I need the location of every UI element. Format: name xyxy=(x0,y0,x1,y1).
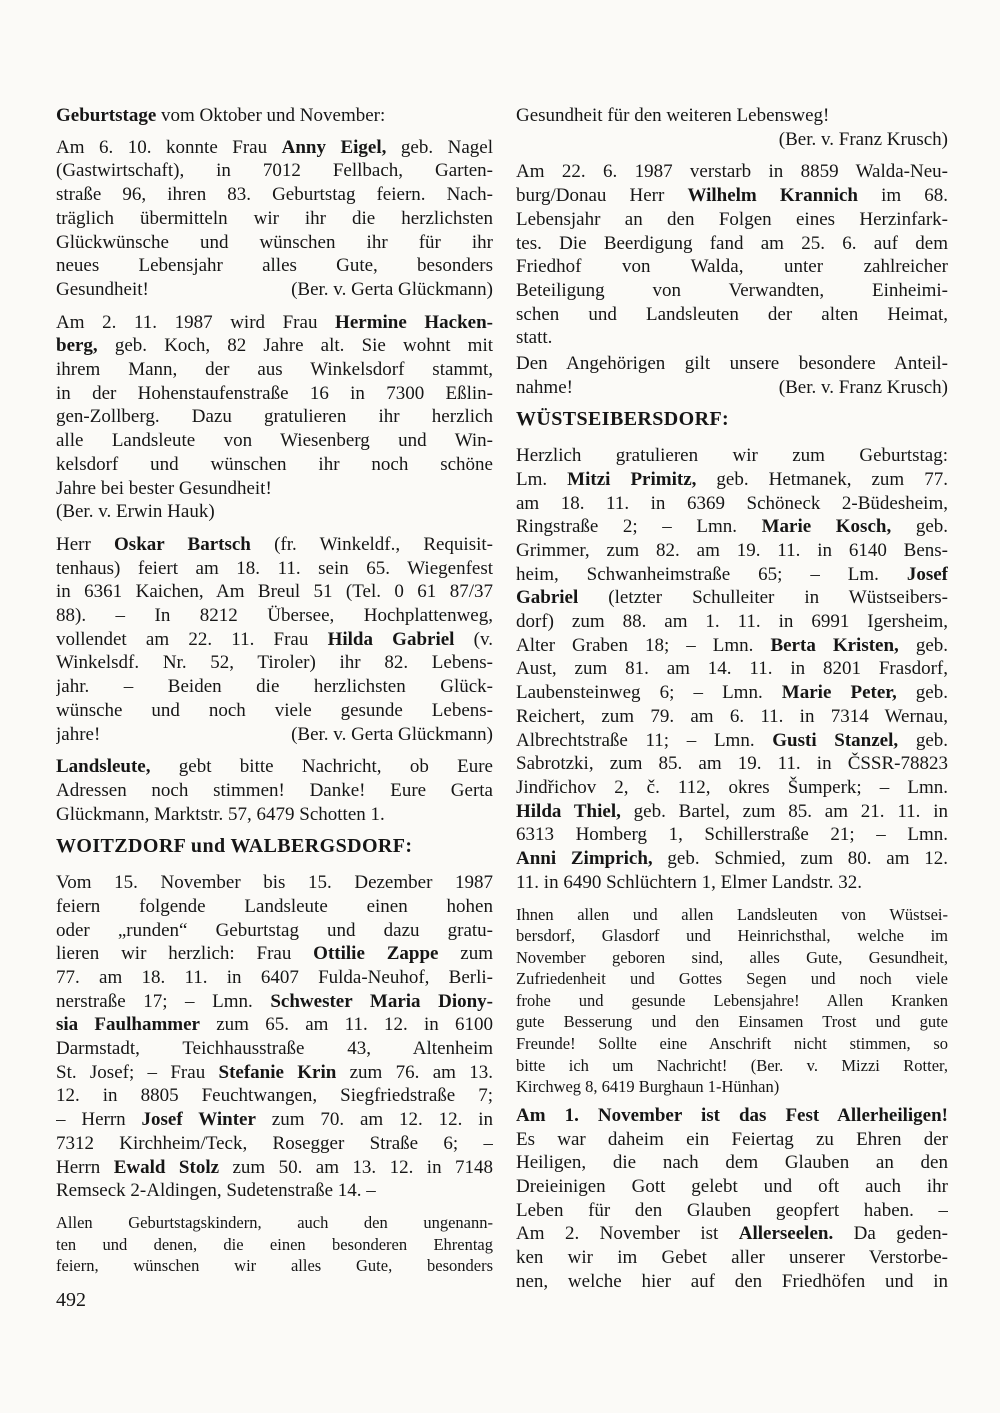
text-line: feiern folgende Landsleute einen hohen xyxy=(56,895,493,917)
text-line: Herzlich gratulieren wir zum Geburtstag: xyxy=(516,445,948,467)
text-line: sia Faulhammer zum 65. am 11. 12. in 6100 xyxy=(56,1014,493,1036)
text-line: Gesundheit für den weiteren Lebensweg! xyxy=(516,105,830,126)
text-line: Geburtstage vom Oktober und November: xyxy=(56,105,386,126)
text-line: neues Lebensjahr alles Gute, besonders xyxy=(56,255,493,277)
text-line: Zufriedenheit und Gottes Segen und noch viele xyxy=(516,969,948,989)
text-line: gute Besserung und den Einsamen Trost und gute xyxy=(516,1012,948,1032)
text-line: Leben für den Glauben geopfert haben. – xyxy=(516,1199,948,1221)
text-line: bersdorf, Glasdorf und Heinrichsthal, welche im xyxy=(516,926,948,946)
text-line: (Gastwirtschaft), in 7012 Fellbach, Garten- xyxy=(56,160,493,182)
text-line: Beteiligung von Verwandten, Einheimi- xyxy=(516,279,948,301)
text-line: burg/Donau Herr Wilhelm Krannich im 68. xyxy=(516,185,948,207)
closing-wishes-small xyxy=(516,904,948,1098)
text-line: Vom 15. November bis 15. Dezember 1987 xyxy=(56,872,493,894)
text-line: ken wir im Gebet aller unserer Verstorbe- xyxy=(516,1247,948,1269)
line-right-text: (Ber. v. Gerta Glückmann) xyxy=(291,723,493,745)
text-line: Am 2. November ist Allerseelen. Da geden- xyxy=(516,1223,948,1245)
text-line: Herr Oskar Bartsch (fr. Winkeldf., Requisit- xyxy=(56,533,493,555)
text-line: Lm. Mitzi Primitz, geb. Hetmanek, zum 77. xyxy=(516,468,948,490)
text-line: straße 96, ihren 83. Geburtstag feiern. Nach- xyxy=(56,184,493,206)
page-number: 492 xyxy=(56,1289,86,1311)
text-line: kelsdorf und wünschen ihr noch schöne xyxy=(56,453,493,475)
condolence-note xyxy=(516,352,948,399)
text-line: nerstraße 17; – Lmn. Schwester Maria Diony- xyxy=(56,990,493,1012)
birthday-list xyxy=(56,871,493,1203)
text-line: Alter Graben 18; – Lmn. Berta Kristen, geb. xyxy=(516,634,948,656)
text-line: ten und denen, die einen besonderen Ehrentag xyxy=(56,1234,493,1254)
text-line: Den Angehörigen gilt unsere besondere Anteil- xyxy=(516,353,948,375)
text-line: Glückmann, Marktstr. 57, 6479 Schotten 1. xyxy=(56,803,385,825)
address-notice xyxy=(56,755,493,826)
section-heading xyxy=(516,408,948,432)
text-line: Remseck 2-Aldingen, Sudetenstraße 14. – xyxy=(56,1180,376,1202)
allerheiligen-article xyxy=(516,1104,948,1294)
text-line: oder „runden“ Geburtstag und dazu gratu- xyxy=(56,919,493,941)
line-right-text: (Ber. v. Gerta Glückmann) xyxy=(291,278,493,300)
text-line: Allen Geburtstagskindern, auch den ungenann- xyxy=(56,1212,493,1232)
text-line: Am 22. 6. 1987 verstarb in 8859 Walda-Neu- xyxy=(516,161,948,183)
birthday-announcement xyxy=(56,136,493,302)
text-line: Darmstadt, Teichhausstraße 43, Altenheim xyxy=(56,1038,493,1060)
text-line: St. Josef; – Frau Stefanie Krin zum 76. am 13. xyxy=(56,1061,493,1083)
text-line: Aust, zum 81. am 14. 11. in 8201 Frasdorf, xyxy=(516,658,948,680)
text-line: (Ber. v. Erwin Hauk) xyxy=(56,501,215,523)
text-line xyxy=(56,723,493,747)
line-left-text: Gesundheit! xyxy=(56,278,149,300)
text-line: Am 1. November ist das Fest Allerheiligen! xyxy=(516,1104,948,1126)
birthday-announcement xyxy=(56,311,493,524)
text-line: (Ber. v. Franz Krusch) xyxy=(778,128,948,150)
text-line: berg, geb. Koch, 82 Jahre alt. Sie wohnt mit xyxy=(56,335,493,357)
text-line: Freunde! Sollte eine Anschrift nicht stimmen, so xyxy=(516,1034,948,1054)
text-line: Kirchweg 8, 6419 Burghaun 1-Hünhan) xyxy=(516,1077,780,1097)
text-line: 11. in 6490 Schlüchtern 1, Elmer Landstr. 32. xyxy=(516,871,862,893)
text-line: Reichert, zum 79. am 6. 11. in 7314 Wernau, xyxy=(516,705,948,727)
text-line: Am 2. 11. 1987 wird Frau Hermine Hacken- xyxy=(56,311,493,333)
text-line: wünsche und noch viele gesunde Lebens- xyxy=(56,699,493,721)
text-line: in der Hohenstaufenstraße 16 in 7300 Eßlin- xyxy=(56,382,493,404)
text-line: tenhaus) feiert am 18. 11. sein 65. Wiegenfest xyxy=(56,557,493,579)
text-line: 77. am 18. 11. in 6407 Fulda-Neuhof, Berli- xyxy=(56,966,493,988)
text-line: Lebensjahr an den Folgen eines Herzinfark- xyxy=(516,208,948,230)
line-right-text: (Ber. v. Franz Krusch) xyxy=(778,376,948,398)
text-line: am 18. 11. in 6369 Schöneck 2-Büdesheim, xyxy=(516,492,948,514)
text-line: statt. xyxy=(516,327,553,349)
text-line: nen, welche hier auf den Friedhöfen und in xyxy=(516,1270,948,1292)
birthday-announcement xyxy=(56,533,493,746)
text-line: feiern, wünschen wir alles Gute, besonders xyxy=(56,1256,493,1276)
text-line: Adressen noch stimmen! Danke! Eure Gerta xyxy=(56,779,493,801)
text-line: WOITZDORF und WALBERGSDORF: xyxy=(56,835,413,858)
text-line: alle Landsleute von Wiesenberg und Win- xyxy=(56,430,493,452)
text-line: Laubensteinweg 6; – Lmn. Marie Peter, geb. xyxy=(516,682,948,704)
text-line: frohe und gesunde Lebensjahre! Allen Kranken xyxy=(516,990,948,1010)
text-line: Jahre bei bester Gesundheit! xyxy=(56,477,272,499)
text-line: – Herrn Josef Winter zum 70. am 12. 12. in xyxy=(56,1109,493,1131)
text-line: Grimmer, zum 82. am 19. 11. in 6140 Bens- xyxy=(516,539,948,561)
text-line: Winkelsdf. Nr. 52, Tiroler) ihr 82. Lebens- xyxy=(56,652,493,674)
text-line: gen-Zollberg. Dazu gratulieren ihr herzlich xyxy=(56,406,493,428)
continued-paragraph xyxy=(516,104,948,151)
obituary xyxy=(516,160,948,350)
text-line: 88). – In 8212 Übersee, Hochplattenweg, xyxy=(56,605,493,627)
closing-wishes-small xyxy=(56,1212,493,1277)
text-line: in 6361 Kaichen, Am Breul 51 (Tel. 0 61 87/37 xyxy=(56,581,493,603)
text-line: schen und Landsleuten der alten Heimat, xyxy=(516,303,948,325)
section-heading xyxy=(56,835,493,859)
text-line: Albrechtstraße 11; – Lmn. Gusti Stanzel, geb. xyxy=(516,729,948,751)
text-line: tes. Die Beerdigung fand am 25. 6. auf dem xyxy=(516,232,948,254)
text-line: Dreieinigen Gott gelebt und oft auch ihr xyxy=(516,1175,948,1197)
text-line: 7312 Kirchheim/Teck, Rosegger Straße 6; – xyxy=(56,1132,493,1154)
text-line: Es war daheim ein Feiertag zu Ehren der xyxy=(516,1128,948,1150)
line-left-text: nahme! xyxy=(516,376,573,398)
text-line: Hilda Thiel, geb. Bartel, zum 85. am 21. 11. in xyxy=(516,800,948,822)
text-line: 12. in 8805 Feuchtwangen, Siegfriedstraße 7; xyxy=(56,1085,493,1107)
text-line: Ringstraße 2; – Lmn. Marie Kosch, geb. xyxy=(516,516,948,538)
text-line: Landsleute, gebt bitte Nachricht, ob Eure xyxy=(56,756,493,778)
line-left-text: jahre! xyxy=(56,723,101,745)
text-line: heim, Schwanheimstraße 65; – Lm. Josef xyxy=(516,563,948,585)
text-line: Heiligen, die nach dem Glauben an den xyxy=(516,1152,948,1174)
text-line: November geboren sind, alles Gute, Gesundheit, xyxy=(516,947,948,967)
right-column xyxy=(516,104,948,1302)
text-line: Sabrotzki, zum 85. am 19. 11. in ČSSR-78823 xyxy=(516,753,948,775)
text-line: Am 6. 10. konnte Frau Anny Eigel, geb. Nagel xyxy=(56,136,493,158)
text-line: 6313 Homberg 1, Schillerstraße 21; – Lmn. xyxy=(516,824,948,846)
text-line: Gabriel (letzter Schulleiter in Wüstseibers- xyxy=(516,587,948,609)
text-line: Ihnen allen und allen Landsleuten von Wüstsei- xyxy=(516,904,948,924)
birthday-list xyxy=(516,444,948,894)
text-line: jahr. – Beiden die herzlichsten Glück- xyxy=(56,676,493,698)
text-line: bitte ich um Nachricht! (Ber. v. Mizzi Rotter, xyxy=(516,1055,948,1075)
text-line: dorf) zum 88. am 1. 11. in 6991 Igersheim, xyxy=(516,611,948,633)
text-line: vollendet am 22. 11. Frau Hilda Gabriel (v. xyxy=(56,628,493,650)
text-line: Jindřichov 2, č. 112, okres Šumperk; – Lmn. xyxy=(516,776,948,798)
left-column xyxy=(56,104,493,1283)
text-line: Glückwünsche und wünschen ihr für ihr xyxy=(56,231,493,253)
text-line: ihrem Mann, der aus Winkelsdorf stammt, xyxy=(56,359,493,381)
text-line: Herrn Ewald Stolz zum 50. am 13. 12. in 7148 xyxy=(56,1156,493,1178)
text-line xyxy=(516,376,948,400)
text-line: WÜSTSEIBERSDORF: xyxy=(516,408,730,431)
text-line: träglich übermitteln wir ihr die herzlichsten xyxy=(56,207,493,229)
column-heading xyxy=(56,104,493,128)
text-line: Friedhof von Walda, unter zahlreicher xyxy=(516,256,948,278)
text-line: lieren wir herzlich: Frau Ottilie Zappe zum xyxy=(56,943,493,965)
text-line xyxy=(56,278,493,302)
text-line: Anni Zimprich, geb. Schmied, zum 80. am 12. xyxy=(516,848,948,870)
